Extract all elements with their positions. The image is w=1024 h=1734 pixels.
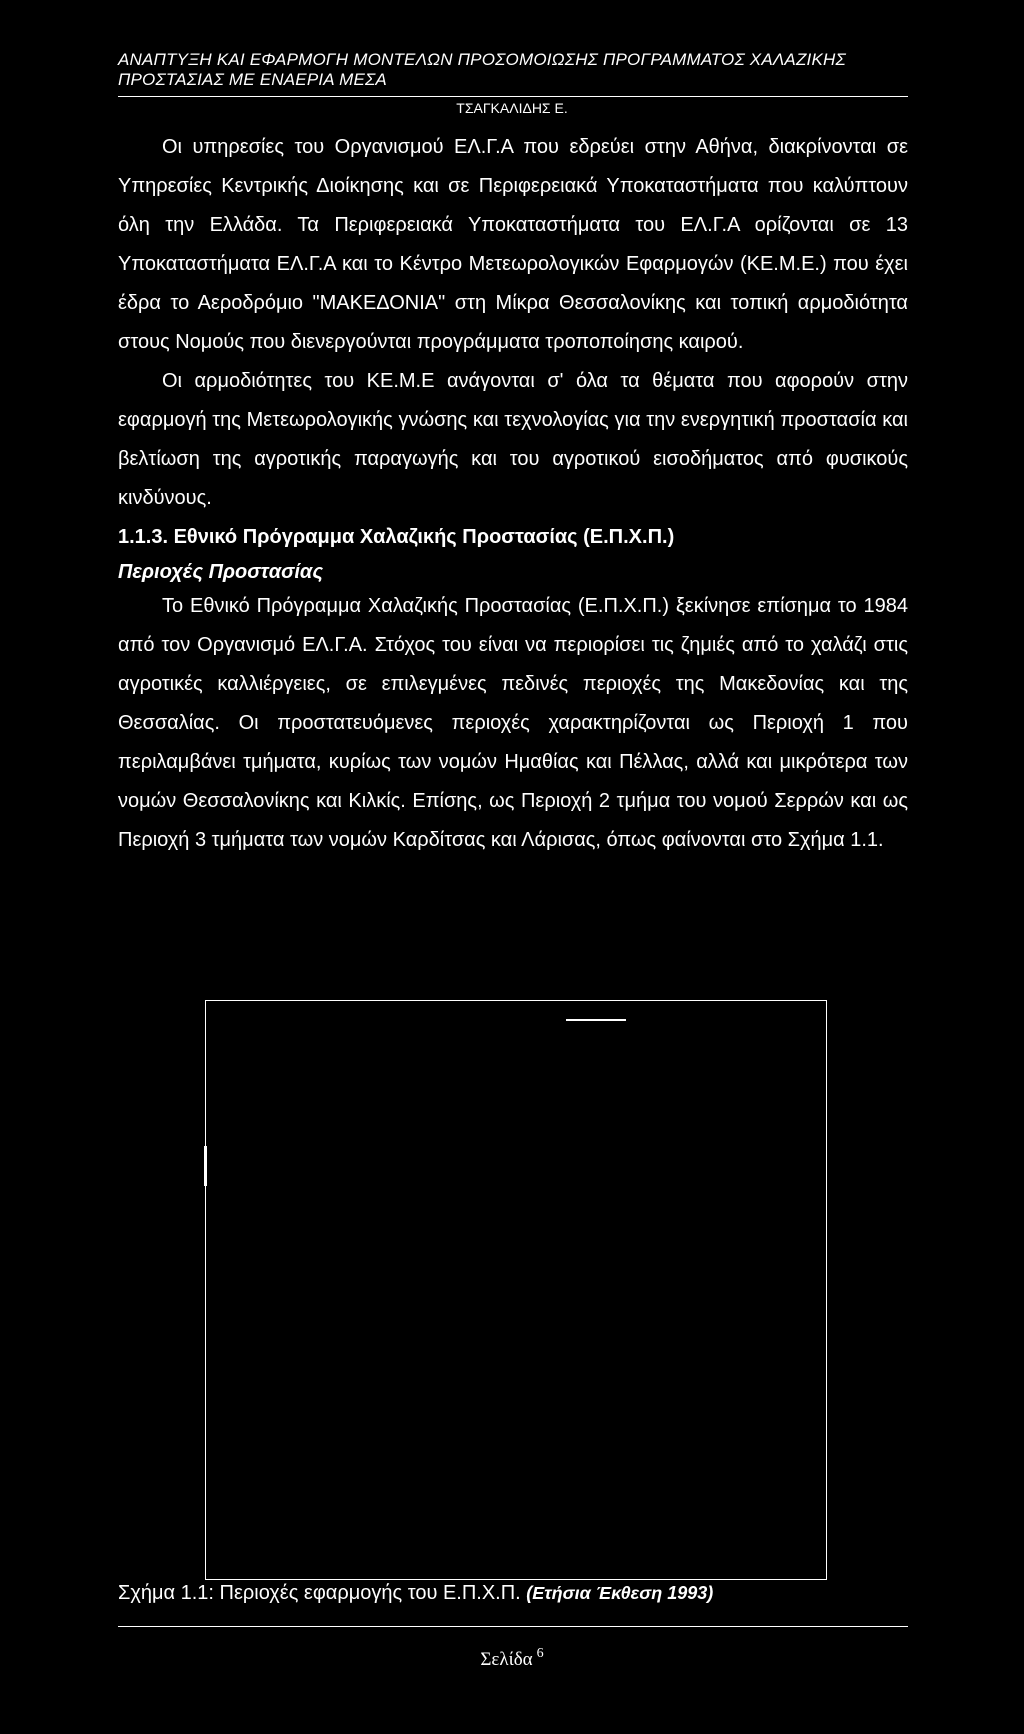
- header-divider: [118, 96, 908, 97]
- paragraph-3: Το Εθνικό Πρόγραμμα Χαλαζικής Προστασίας (Ε.Π.Χ.Π.) ξεκίνησε επίσημα το 1984 από τον Οργανισμό ΕΛ.Γ.Α. Στόχος του είναι να περιορίσει τις ζημιές από το χαλάζι στις αγροτικές καλλιέργειες, σε επιλεγμένες πεδινές περιοχές της Μακεδονίας και της Θεσσαλίας. Οι προστατευόμενες περιοχές χαρακτηρίζονται ως Περιοχή 1 που περιλαμβάνει τμήματα, κυρίως των νομών Ημαθίας και Πέλλας, αλλά και μικρότερα των νομών Θεσσαλονίκης και Κιλκίς. Επίσης, ως Περιοχή 2 τμήμα του νομού Σερρών και ως Περιοχή 3 τμήματα των νομών Καρδίτσας και Λάρισας, όπως φαίνονται στο Σχήμα 1.1.: [118, 595, 908, 851]
- page-number: 6: [536, 1646, 544, 1661]
- section-title: 1.1.3. Εθνικό Πρόγραμμα Χαλαζικής Προστασίας (Ε.Π.Χ.Π.): [118, 526, 675, 548]
- page-label: Σελίδα: [480, 1649, 533, 1670]
- figure-mark: [204, 1146, 207, 1186]
- author-name: ΤΣΑΓΚΑΛΙΔΗΣ Ε.: [456, 100, 568, 116]
- paragraph-2: Οι αρμοδιότητες του ΚΕ.Μ.Ε ανάγονται σ' όλα τα θέματα που αφορούν στην εφαρμογή της Μετεωρολογικής γνώσης και τεχνολογίας για την ενεργητική προστασία και βελτίωση της αγροτικής παραγωγής και του αγροτικού εισοδήματος από φυσικούς κινδύνους.: [118, 370, 908, 509]
- figure-mark: [566, 1019, 626, 1021]
- figure-caption: [118, 1582, 908, 1605]
- subsection-title: Περιοχές Προστασίας: [118, 561, 323, 583]
- footer-divider: [118, 1626, 908, 1627]
- page-footer: [0, 1646, 1024, 1671]
- running-header: ΑΝΑΠΤΥΞΗ ΚΑΙ ΕΦΑΡΜΟΓΗ ΜΟΝΤΕΛΩΝ ΠΡΟΣΟΜΟΙΩΣΗΣ ΠΡΟΓΡΑΜΜΑΤΟΣ ΧΑΛΑΖΙΚΗΣ ΠΡΟΣΤΑΣΙΑΣ ΜΕ ΕΝΑΕΡΙΑ ΜΕΣΑ: [118, 50, 846, 89]
- figure-map-frame: [205, 1000, 827, 1580]
- figure-caption-text: Σχήμα 1.1: Περιοχές εφαρμογής του Ε.Π.Χ.Π.: [118, 1582, 521, 1604]
- figure-source: (Ετήσια Έκθεση 1993): [526, 1583, 714, 1603]
- main-text: [118, 128, 908, 860]
- paragraph-1: Οι υπηρεσίες του Οργανισμού ΕΛ.Γ.Α που εδρεύει στην Αθήνα, διακρίνονται σε Υπηρεσίες Κεντρικής Διοίκησης και σε Περιφερειακά Υποκαταστήματα που καλύπτουν όλη την Ελλάδα. Τα Περιφερειακά Υποκαταστήματα του ΕΛ.Γ.Α ορίζονται σε 13 Υποκαταστήματα ΕΛ.Γ.Α και το Κέντρο Μετεωρολογικών Εφαρμογών (ΚΕ.Μ.Ε.) που έχει έδρα το Αεροδρόμιο "ΜΑΚΕΔΟΝΙΑ" στη Μίκρα Θεσσαλονίκης και τοπική αρμοδιότητα στους Νομούς που διενεργούνται προγράμματα τροποποίησης καιρού.: [118, 136, 908, 353]
